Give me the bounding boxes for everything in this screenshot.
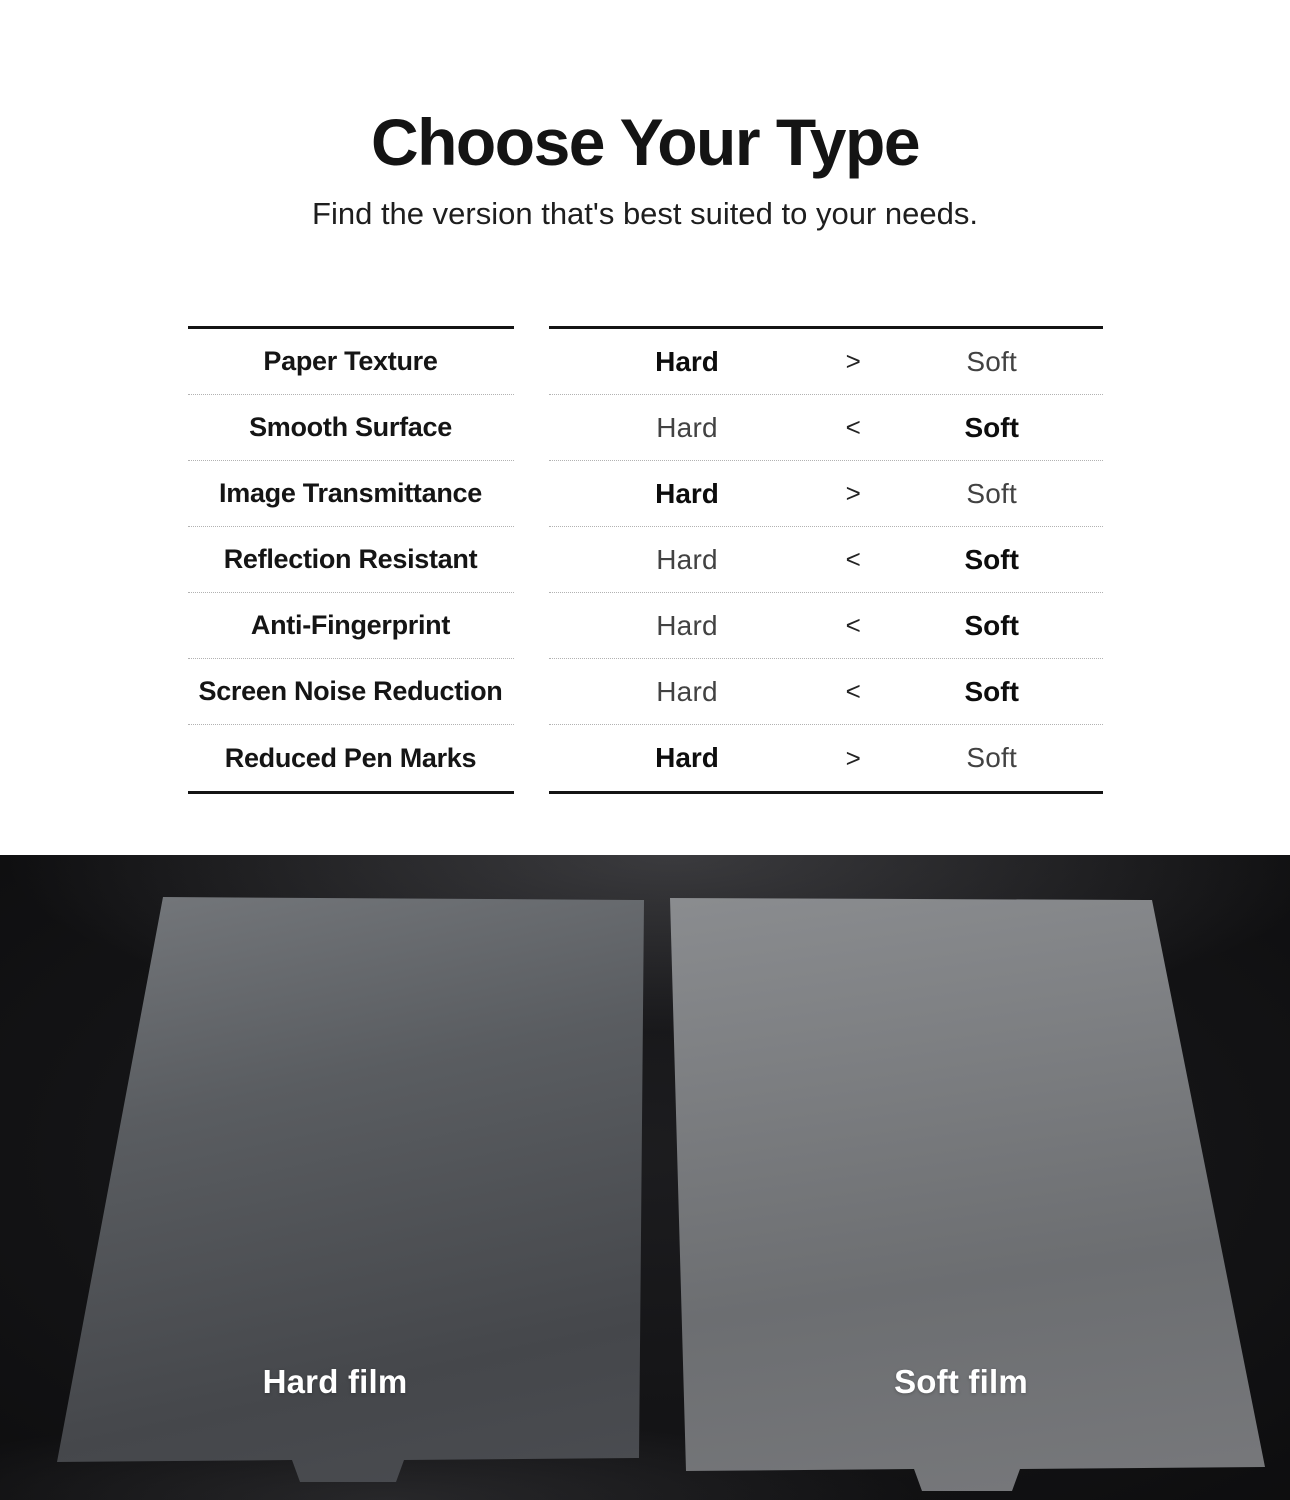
page-subtitle: Find the version that's best suited to your needs. — [312, 196, 978, 232]
feature-label: Reflection Resistant — [223, 544, 478, 575]
feature-row — [188, 395, 514, 461]
value-row — [549, 527, 1103, 593]
comparison-sign: < — [845, 676, 861, 707]
feature-label: Anti-Fingerprint — [250, 610, 451, 641]
hard-value: Hard — [656, 675, 718, 707]
page-title: Choose Your Type — [370, 105, 920, 179]
soft-value: Soft — [966, 345, 1017, 377]
value-row — [549, 659, 1103, 725]
values-column — [549, 326, 1103, 794]
hard-value: Hard — [655, 742, 719, 774]
feature-row — [188, 461, 514, 527]
soft-value: Soft — [964, 543, 1019, 575]
comparison-table — [188, 326, 1103, 794]
hard-value: Hard — [656, 543, 718, 575]
feature-row — [188, 659, 514, 725]
feature-label: Paper Texture — [263, 346, 438, 377]
soft-value: Soft — [964, 675, 1019, 707]
feature-label: Smooth Surface — [249, 412, 452, 443]
comparison-sign: > — [845, 346, 861, 377]
value-row — [549, 593, 1103, 659]
hard-value: Hard — [655, 345, 719, 377]
hard-value: Hard — [656, 411, 718, 443]
soft-value: Soft — [964, 411, 1019, 443]
value-row — [549, 329, 1103, 395]
film-comparison-photo — [0, 855, 1290, 1500]
soft-value: Soft — [964, 609, 1019, 641]
comparison-sign: < — [845, 544, 861, 575]
comparison-sign: > — [845, 742, 861, 773]
hard-value: Hard — [655, 477, 719, 509]
feature-column — [188, 326, 514, 794]
feature-row — [188, 527, 514, 593]
feature-label: Image Transmittance — [219, 478, 482, 509]
feature-row — [188, 329, 514, 395]
soft-film-label: Soft film — [894, 1363, 1028, 1400]
comparison-sign: < — [845, 412, 861, 443]
feature-label: Reduced Pen Marks — [224, 742, 477, 773]
hard-value: Hard — [656, 609, 718, 641]
feature-label: Screen Noise Reduction — [198, 676, 503, 707]
header — [0, 0, 1290, 232]
soft-value: Soft — [966, 477, 1017, 509]
comparison-sign: < — [845, 610, 861, 641]
comparison-sign: > — [845, 478, 861, 509]
feature-row — [188, 593, 514, 659]
value-row — [549, 395, 1103, 461]
value-row — [549, 461, 1103, 527]
value-row — [549, 725, 1103, 791]
feature-row — [188, 725, 514, 791]
soft-value: Soft — [966, 742, 1017, 774]
hard-film-label: Hard film — [262, 1363, 408, 1400]
